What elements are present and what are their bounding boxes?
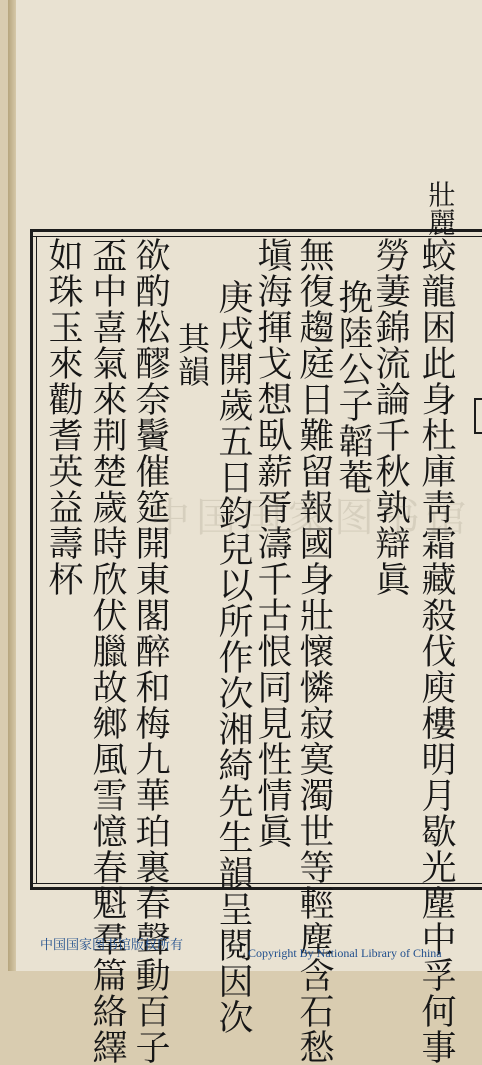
poem-title-lu: 挽陸公子韜菴	[333, 279, 373, 495]
text-column-3: 勞萋錦流論千秋孰辯眞	[370, 237, 410, 597]
text-column-1: 壯麗	[424, 180, 457, 236]
poem-title-gengxu: 庚戌開歲五日鈞兒以所作次湘綺先生韻呈閱因次	[213, 279, 253, 1035]
watermark: 中国国家图书馆	[150, 495, 472, 541]
text-column-10: 盃中喜氣來荆楚歲時欣伏臘故鄉風雪憶春魁羣篇絡繹	[87, 237, 127, 1065]
poem-title-qiyun: 其韻	[173, 322, 211, 388]
text-column-11: 如珠玉來勸耆英益壽杯	[43, 237, 83, 597]
copyright-chinese: 中国国家图书馆版权所有	[40, 938, 184, 953]
copyright-english: Copyright By National Library of China	[248, 946, 442, 960]
frame-border-top	[30, 229, 482, 232]
text-column-2: 蛟龍困此身杜庫靑霜藏殺伐庾樓明月歇光塵中孚何事	[416, 237, 456, 1065]
text-column-9: 欲酌松醪奈鬢催筵開東閣醉和梅九華珀裏春聲動百子	[130, 237, 170, 1065]
text-column-6: 塡海揮戈想臥薪胥濤千古恨同見性情眞	[252, 237, 292, 849]
frame-border-left	[30, 229, 33, 890]
fold-edge-mark	[474, 398, 482, 434]
text-column-5: 無復趨庭日難留報國身壯懷憐寂寞濁世等輕塵含石愁	[294, 237, 334, 1065]
binding-shadow	[8, 0, 16, 971]
frame-border-left-inner	[36, 236, 37, 884]
